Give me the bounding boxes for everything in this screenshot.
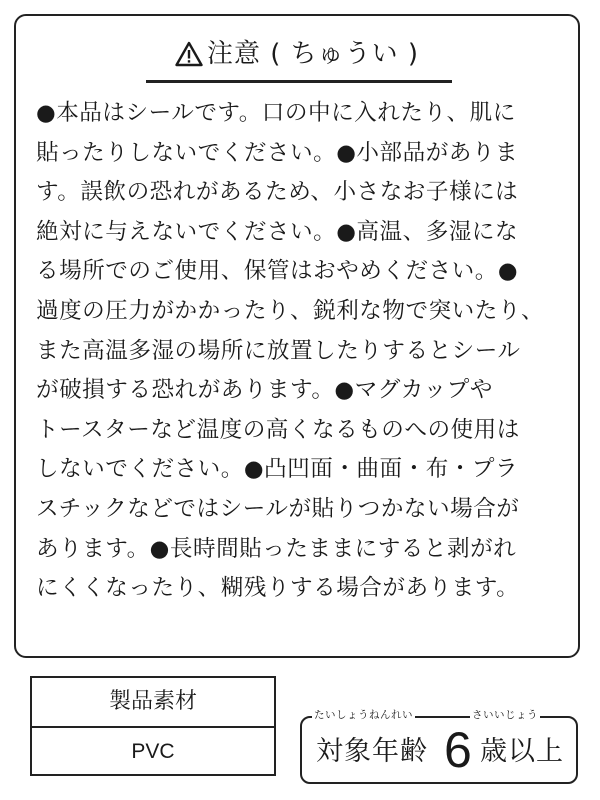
age-label-ruby: たいしょうねんれい [314, 709, 413, 721]
age-suffix: 歳以上 [480, 736, 564, 767]
caution-line: また高温多湿の場所に放置したりするとシール [36, 337, 521, 364]
caution-line: スチックなどではシールが貼りつかない場合が [36, 495, 520, 522]
age-suffix-ruby: さいいじょう [472, 709, 538, 721]
age-rating-badge [300, 709, 578, 784]
material-value: PVC [131, 740, 175, 763]
caution-text [36, 94, 566, 609]
caution-line: しないでください。●凸凹面・曲面・布・プラ [36, 456, 519, 483]
caution-line: 過度の圧力がかかったり、鋭利な物で突いたり、 [36, 297, 545, 324]
caution-line: にくくなったり、糊残りする場合があります。 [36, 575, 520, 602]
age-label: 対象年齢 [316, 736, 428, 767]
caution-title: 注意 ( ちゅうい ) [206, 39, 420, 69]
caution-line: あります。●長時間貼ったままにすると剥がれ [36, 535, 517, 562]
caution-line: が破損する恐れがあります。●マグカップや [36, 377, 493, 404]
caution-line: 貼ったりしないでください。●小部品がありま [36, 139, 519, 166]
caution-line: 絶対に与えないでください。●高温、多湿にな [36, 218, 519, 245]
caution-line: る場所でのご使用、保管はおやめください。● [36, 258, 519, 285]
age-number: 6 [444, 722, 472, 778]
title-underline [146, 80, 452, 83]
caution-line: ●本品はシールです。口の中に入れたり、肌に [36, 100, 516, 126]
warning-triangle-icon [175, 41, 203, 77]
caution-heading [16, 36, 578, 77]
caution-line: す。誤飲の恐れがあるため、小さなお子様には [36, 179, 519, 206]
material-header: 製品素材 [32, 678, 274, 728]
caution-panel [14, 14, 580, 658]
material-table [30, 676, 276, 776]
caution-line: トースターなど温度の高くなるものへの使用は [36, 416, 520, 443]
